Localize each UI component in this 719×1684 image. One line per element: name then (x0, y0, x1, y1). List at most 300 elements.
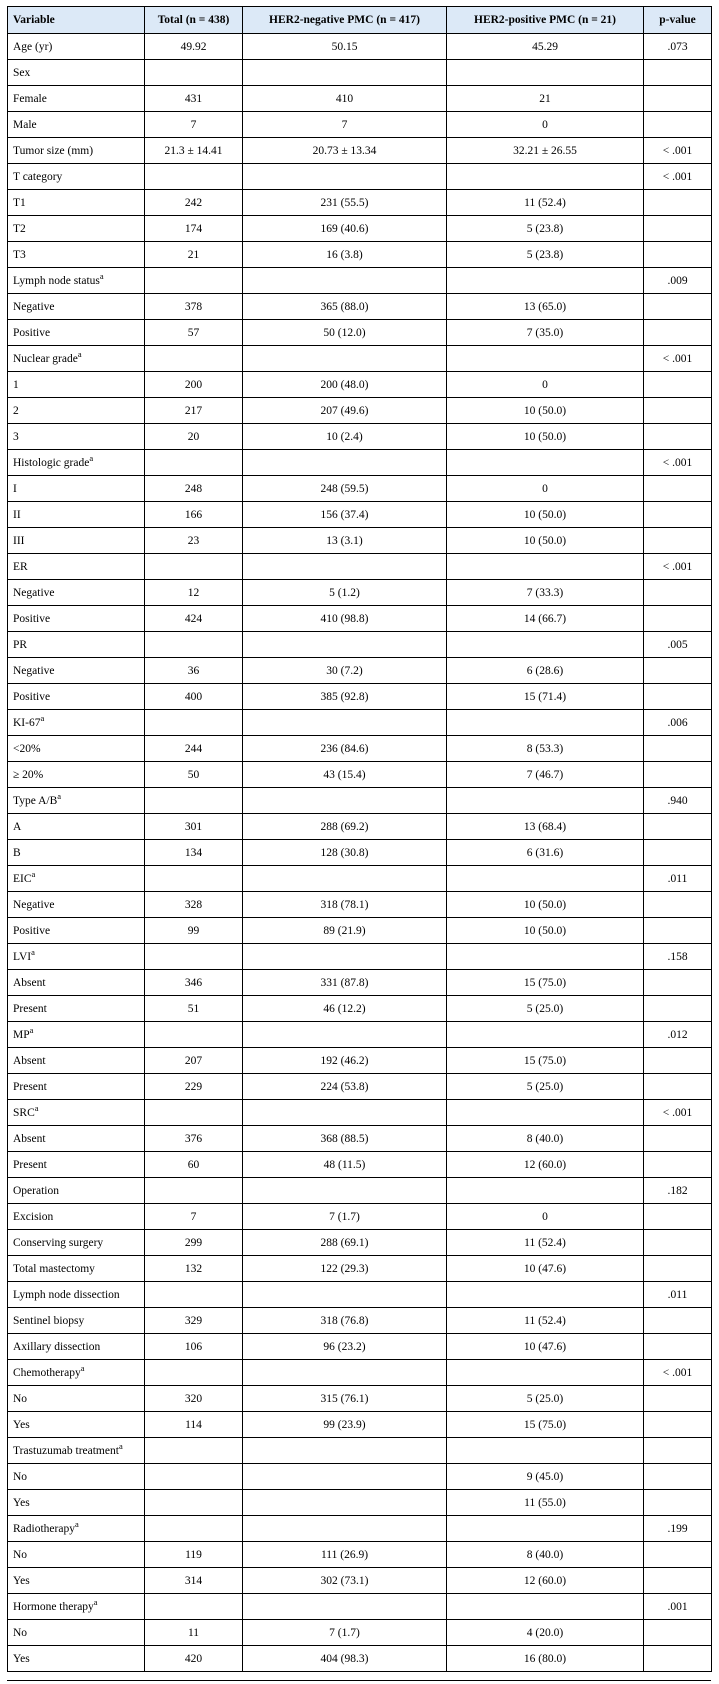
cell-variable (8, 1204, 145, 1230)
variable-label: Lymph node status (13, 274, 100, 287)
table-row (8, 1386, 712, 1412)
cell-her2-negative: 318 (76.8) (243, 1308, 447, 1334)
cell-her2-negative: 46 (12.2) (243, 996, 447, 1022)
cell-total: 11 (145, 1620, 243, 1646)
cell-variable (8, 1490, 145, 1516)
variable-label: Present (13, 1080, 47, 1093)
cell-her2-negative (243, 710, 447, 736)
variable-label: Negative (13, 586, 55, 599)
cell-p-value (644, 1152, 712, 1178)
cell-her2-positive: 12 (60.0) (447, 1152, 644, 1178)
cell-her2-negative: 231 (55.5) (243, 190, 447, 216)
table-row (8, 1490, 712, 1516)
cell-total (145, 1594, 243, 1620)
cell-her2-positive: 5 (25.0) (447, 1074, 644, 1100)
table-row (8, 372, 712, 398)
table-row (8, 1048, 712, 1074)
cell-p-value (644, 814, 712, 840)
variable-label: ER (13, 560, 28, 573)
variable-label: Histologic grade (13, 456, 90, 469)
cell-total: 424 (145, 606, 243, 632)
cell-p-value (644, 606, 712, 632)
cell-her2-positive: 15 (75.0) (447, 1048, 644, 1074)
cell-her2-positive: 11 (52.4) (447, 1308, 644, 1334)
variable-label: Sex (13, 66, 31, 79)
table-row (8, 86, 712, 112)
table-row (8, 684, 712, 710)
cell-her2-positive: 13 (65.0) (447, 294, 644, 320)
cell-p-value (644, 892, 712, 918)
cell-total: 420 (145, 1646, 243, 1672)
cell-variable (8, 1464, 145, 1490)
cell-her2-negative: 89 (21.9) (243, 918, 447, 944)
cell-p-value: .009 (644, 268, 712, 294)
variable-label: LVI (13, 950, 32, 963)
table-row (8, 788, 712, 814)
table-row (8, 1204, 712, 1230)
cell-her2-positive: 6 (28.6) (447, 658, 644, 684)
cell-total: 20 (145, 424, 243, 450)
cell-her2-positive: 5 (25.0) (447, 1386, 644, 1412)
cell-variable (8, 710, 145, 736)
cell-total (145, 450, 243, 476)
variable-label: PR (13, 638, 28, 651)
cell-her2-negative (243, 1022, 447, 1048)
table-row (8, 320, 712, 346)
table-row (8, 1282, 712, 1308)
cell-total: 12 (145, 580, 243, 606)
cell-her2-negative (243, 164, 447, 190)
cell-p-value: .006 (644, 710, 712, 736)
cell-total: 50 (145, 762, 243, 788)
cell-her2-negative: 302 (73.1) (243, 1568, 447, 1594)
table-row (8, 1100, 712, 1126)
variable-label: Female (13, 92, 47, 105)
cell-her2-negative (243, 1594, 447, 1620)
cell-p-value: .940 (644, 788, 712, 814)
variable-label: T2 (13, 222, 26, 235)
cell-her2-negative: 368 (88.5) (243, 1126, 447, 1152)
cell-p-value: .012 (644, 1022, 712, 1048)
table-row (8, 658, 712, 684)
cell-total: 378 (145, 294, 243, 320)
variable-label: Chemotherapy (13, 1366, 81, 1379)
cell-total (145, 164, 243, 190)
cell-her2-positive: 0 (447, 112, 644, 138)
variable-label: No (13, 1470, 28, 1483)
cell-p-value (644, 1126, 712, 1152)
cell-total: 57 (145, 320, 243, 346)
cell-her2-negative: 315 (76.1) (243, 1386, 447, 1412)
variable-label: No (13, 1548, 28, 1561)
cell-variable (8, 1256, 145, 1282)
cell-p-value (644, 242, 712, 268)
cell-variable (8, 580, 145, 606)
cell-her2-positive: 21 (447, 86, 644, 112)
variable-label: Operation (13, 1184, 59, 1197)
cell-her2-negative (243, 1178, 447, 1204)
cell-her2-positive (447, 1100, 644, 1126)
cell-p-value: < .001 (644, 450, 712, 476)
cell-variable (8, 138, 145, 164)
variable-label: Positive (13, 612, 51, 625)
cell-variable (8, 424, 145, 450)
cell-total: 328 (145, 892, 243, 918)
cell-her2-positive: 5 (23.8) (447, 242, 644, 268)
cell-total: 132 (145, 1256, 243, 1282)
variable-label: Axillary dissection (13, 1340, 101, 1353)
cell-p-value (644, 60, 712, 86)
cell-variable (8, 1360, 145, 1386)
cell-her2-negative (243, 1516, 447, 1542)
cell-her2-positive: 9 (45.0) (447, 1464, 644, 1490)
cell-p-value: .073 (644, 34, 712, 60)
cell-her2-positive: 5 (23.8) (447, 216, 644, 242)
cell-total (145, 1490, 243, 1516)
variable-label: ≥ 20% (13, 768, 44, 781)
variable-label: No (13, 1626, 28, 1639)
table-row (8, 1412, 712, 1438)
table-row (8, 736, 712, 762)
table-row (8, 866, 712, 892)
table-row (8, 164, 712, 190)
cell-p-value: .182 (644, 1178, 712, 1204)
cell-her2-positive (447, 1594, 644, 1620)
cell-total (145, 1360, 243, 1386)
table-row (8, 112, 712, 138)
header-variable: Variable (8, 7, 145, 34)
cell-her2-negative (243, 1438, 447, 1464)
cell-her2-positive (447, 1360, 644, 1386)
table-row (8, 1646, 712, 1672)
cell-variable (8, 1074, 145, 1100)
header-row (8, 7, 712, 34)
cell-total: 21 (145, 242, 243, 268)
cell-variable (8, 528, 145, 554)
cell-her2-negative: 111 (26.9) (243, 1542, 447, 1568)
variable-label: Type A/B (13, 794, 58, 807)
table-row (8, 502, 712, 528)
cell-her2-positive: 10 (50.0) (447, 892, 644, 918)
cell-her2-positive (447, 788, 644, 814)
footnote-marker: a (31, 946, 35, 957)
cell-her2-negative: 13 (3.1) (243, 528, 447, 554)
variable-label: No (13, 1392, 28, 1405)
cell-total: 242 (145, 190, 243, 216)
cell-her2-negative: 248 (59.5) (243, 476, 447, 502)
cell-her2-positive: 6 (31.6) (447, 840, 644, 866)
variable-label: Present (13, 1158, 47, 1171)
cell-total: 99 (145, 918, 243, 944)
cell-variable (8, 762, 145, 788)
cell-p-value: .005 (644, 632, 712, 658)
cell-variable (8, 606, 145, 632)
cell-her2-negative: 169 (40.6) (243, 216, 447, 242)
cell-her2-negative (243, 632, 447, 658)
cell-p-value: .011 (644, 866, 712, 892)
cell-her2-negative (243, 1360, 447, 1386)
table-row (8, 1256, 712, 1282)
table-row (8, 580, 712, 606)
cell-her2-negative (243, 554, 447, 580)
variable-label: II (13, 508, 21, 521)
variable-label: Absent (13, 1132, 46, 1145)
variable-label: Negative (13, 300, 55, 313)
cell-variable (8, 1022, 145, 1048)
table-row (8, 398, 712, 424)
cell-her2-positive: 0 (447, 1204, 644, 1230)
variable-label: Positive (13, 326, 51, 339)
cell-variable (8, 996, 145, 1022)
cell-her2-positive (447, 346, 644, 372)
cell-her2-positive: 5 (25.0) (447, 996, 644, 1022)
cell-her2-positive: 13 (68.4) (447, 814, 644, 840)
cell-total: 244 (145, 736, 243, 762)
cell-total: 376 (145, 1126, 243, 1152)
cell-her2-positive (447, 554, 644, 580)
cell-total: 21.3 ± 14.41 (145, 138, 243, 164)
cell-her2-positive (447, 944, 644, 970)
cell-total: 299 (145, 1230, 243, 1256)
cell-p-value (644, 840, 712, 866)
cell-p-value (644, 1568, 712, 1594)
cell-variable (8, 34, 145, 60)
variable-label: KI-67 (13, 716, 41, 729)
cell-p-value (644, 1412, 712, 1438)
table-row (8, 1022, 712, 1048)
footnote-marker: a (34, 1102, 39, 1113)
cell-her2-negative: 288 (69.1) (243, 1230, 447, 1256)
table-row (8, 814, 712, 840)
cell-p-value (644, 86, 712, 112)
table-row (8, 138, 712, 164)
variable-label: B (13, 846, 21, 859)
cell-her2-negative: 7 (243, 112, 447, 138)
cell-her2-negative: 7 (1.7) (243, 1204, 447, 1230)
cell-her2-negative: 122 (29.3) (243, 1256, 447, 1282)
cell-variable (8, 684, 145, 710)
table-bottom-rule (7, 1680, 711, 1681)
cell-total: 119 (145, 1542, 243, 1568)
cell-total (145, 346, 243, 372)
cell-variable (8, 1334, 145, 1360)
cell-her2-negative (243, 1282, 447, 1308)
cell-her2-negative (243, 268, 447, 294)
cell-variable (8, 216, 145, 242)
cell-her2-negative (243, 1490, 447, 1516)
cell-variable (8, 892, 145, 918)
table-row (8, 1620, 712, 1646)
cell-variable (8, 476, 145, 502)
cell-her2-negative (243, 944, 447, 970)
variable-label: Positive (13, 924, 51, 937)
variable-label: Yes (13, 1574, 30, 1587)
cell-her2-positive: 10 (50.0) (447, 918, 644, 944)
cell-her2-negative: 7 (1.7) (243, 1620, 447, 1646)
variable-label: Positive (13, 690, 51, 703)
table-row (8, 450, 712, 476)
cell-her2-negative: 410 (98.8) (243, 606, 447, 632)
footnote-marker: a (77, 348, 82, 359)
cell-her2-negative (243, 788, 447, 814)
cell-p-value (644, 320, 712, 346)
cell-her2-positive: 10 (47.6) (447, 1334, 644, 1360)
cell-total: 166 (145, 502, 243, 528)
cell-variable (8, 242, 145, 268)
cell-total: 400 (145, 684, 243, 710)
cell-her2-positive (447, 268, 644, 294)
cell-p-value (644, 112, 712, 138)
cell-her2-positive: 11 (52.4) (447, 190, 644, 216)
cell-total: 329 (145, 1308, 243, 1334)
variable-label: Yes (13, 1496, 30, 1509)
table-container (7, 6, 712, 1672)
cell-p-value: < .001 (644, 138, 712, 164)
cell-her2-positive: 10 (50.0) (447, 424, 644, 450)
table-row (8, 1230, 712, 1256)
cell-her2-negative: 224 (53.8) (243, 1074, 447, 1100)
variable-label: Male (13, 118, 37, 131)
cell-her2-negative (243, 346, 447, 372)
cell-p-value (644, 1256, 712, 1282)
cell-p-value (644, 1204, 712, 1230)
header-p-value: p-value (644, 7, 712, 34)
cell-p-value: .158 (644, 944, 712, 970)
cell-variable (8, 1516, 145, 1542)
cell-total: 49.92 (145, 34, 243, 60)
cell-her2-positive (447, 1022, 644, 1048)
cell-variable (8, 372, 145, 398)
cell-her2-positive: 16 (80.0) (447, 1646, 644, 1672)
table-row (8, 1178, 712, 1204)
cell-p-value (644, 1646, 712, 1672)
table-row (8, 346, 712, 372)
table-row (8, 606, 712, 632)
variable-label: Conserving surgery (13, 1236, 104, 1249)
cell-total: 36 (145, 658, 243, 684)
table-row (8, 1074, 712, 1100)
cell-total: 217 (145, 398, 243, 424)
cell-total (145, 788, 243, 814)
variable-label: 1 (13, 378, 19, 391)
cell-total: 23 (145, 528, 243, 554)
variable-label: T category (13, 170, 63, 183)
cell-p-value (644, 1542, 712, 1568)
footnote-marker: a (118, 1440, 123, 1451)
variable-label: Absent (13, 1054, 46, 1067)
cell-her2-positive: 45.29 (447, 34, 644, 60)
footnote-marker: a (40, 712, 45, 723)
cell-variable (8, 736, 145, 762)
cell-her2-negative: 200 (48.0) (243, 372, 447, 398)
variable-label: Absent (13, 976, 46, 989)
cell-her2-negative: 5 (1.2) (243, 580, 447, 606)
cell-variable (8, 398, 145, 424)
cell-p-value (644, 580, 712, 606)
cell-variable (8, 450, 145, 476)
cell-variable (8, 788, 145, 814)
cell-total: 134 (145, 840, 243, 866)
variable-label: Sentinel biopsy (13, 1314, 85, 1327)
variable-label: SRC (13, 1106, 35, 1119)
table-row (8, 632, 712, 658)
cell-her2-negative: 385 (92.8) (243, 684, 447, 710)
cell-p-value: .199 (644, 1516, 712, 1542)
footnote-marker: a (80, 1362, 85, 1373)
cell-p-value: .011 (644, 1282, 712, 1308)
cell-total: 60 (145, 1152, 243, 1178)
cell-total: 7 (145, 112, 243, 138)
cell-total: 174 (145, 216, 243, 242)
variable-label: Lymph node dissection (13, 1288, 120, 1301)
cell-total: 431 (145, 86, 243, 112)
table-row (8, 268, 712, 294)
cell-p-value: < .001 (644, 554, 712, 580)
cell-p-value (644, 372, 712, 398)
cell-her2-positive: 10 (50.0) (447, 502, 644, 528)
table-row (8, 1334, 712, 1360)
cell-variable (8, 502, 145, 528)
variable-label: Total mastectomy (13, 1262, 95, 1275)
cell-her2-negative: 10 (2.4) (243, 424, 447, 450)
cell-p-value (644, 918, 712, 944)
table-row (8, 294, 712, 320)
table-header (8, 7, 712, 34)
table-row (8, 476, 712, 502)
footnote-marker: a (99, 270, 104, 281)
cell-p-value (644, 502, 712, 528)
cell-variable (8, 944, 145, 970)
cell-variable (8, 320, 145, 346)
cell-variable (8, 1282, 145, 1308)
cell-her2-negative (243, 450, 447, 476)
cell-total (145, 1100, 243, 1126)
cell-her2-negative: 50.15 (243, 34, 447, 60)
cell-her2-positive (447, 450, 644, 476)
variable-label: T3 (13, 248, 26, 261)
cell-her2-negative (243, 60, 447, 86)
cell-her2-positive: 15 (71.4) (447, 684, 644, 710)
variable-label: III (13, 534, 25, 547)
cell-variable (8, 1542, 145, 1568)
cell-total: 114 (145, 1412, 243, 1438)
cell-her2-negative: 192 (46.2) (243, 1048, 447, 1074)
cell-variable (8, 1048, 145, 1074)
cell-total (145, 268, 243, 294)
cell-total (145, 1516, 243, 1542)
cell-variable (8, 164, 145, 190)
table-row (8, 190, 712, 216)
cell-her2-negative: 365 (88.0) (243, 294, 447, 320)
cell-her2-negative: 410 (243, 86, 447, 112)
cell-her2-positive: 10 (47.6) (447, 1256, 644, 1282)
cell-total: 248 (145, 476, 243, 502)
variable-label: MP (13, 1028, 30, 1041)
cell-her2-positive: 7 (35.0) (447, 320, 644, 346)
cell-variable (8, 190, 145, 216)
cell-variable (8, 60, 145, 86)
cell-p-value (644, 684, 712, 710)
cell-total: 320 (145, 1386, 243, 1412)
table-row (8, 424, 712, 450)
table-row (8, 528, 712, 554)
table-row (8, 60, 712, 86)
cell-her2-negative: 128 (30.8) (243, 840, 447, 866)
cell-her2-negative: 156 (37.4) (243, 502, 447, 528)
cell-p-value (644, 996, 712, 1022)
cell-variable (8, 970, 145, 996)
cell-her2-positive: 11 (55.0) (447, 1490, 644, 1516)
